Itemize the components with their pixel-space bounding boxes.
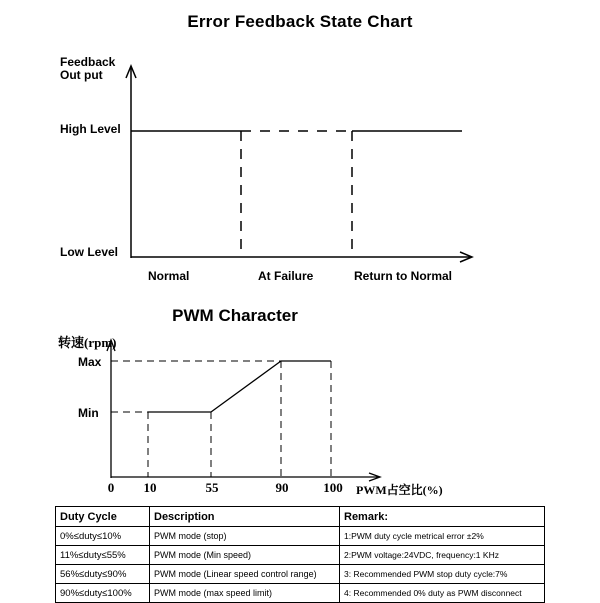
x-tick-10: 10 — [143, 480, 157, 495]
row-remark: 1:PWM duty cycle metrical error ±2% — [340, 527, 545, 546]
feedback-y-axis-label-line2: Out put — [60, 68, 103, 82]
header-duty-cycle: Duty Cycle — [56, 507, 150, 527]
pwm-x-axis-label: PWM占空比(%) — [356, 483, 443, 497]
table-row — [56, 565, 545, 584]
feedback-y-axis-label-line1: Feedback — [60, 55, 116, 69]
header-description: Description — [150, 507, 340, 527]
row-duty: 0%≤duty≤10% — [56, 527, 150, 546]
min-label: Min — [78, 406, 99, 420]
header-remark: Remark: — [340, 507, 545, 527]
x-tick-100: 100 — [323, 480, 343, 495]
row-description: PWM mode (max speed limit) — [150, 584, 340, 603]
pwm-speed-curve — [148, 361, 331, 412]
row-description: PWM mode (Linear speed control range) — [150, 565, 340, 584]
row-description: PWM mode (Min speed) — [150, 546, 340, 565]
pwm-chart-title: PWM Character — [172, 306, 298, 325]
state-label-return-to-normal: Return to Normal — [354, 269, 453, 283]
table-row — [56, 527, 545, 546]
state-label-normal: Normal — [148, 269, 190, 283]
high-level-label: High Level — [60, 122, 121, 136]
row-remark: 2:PWM voltage:24VDC, frequency:1 KHz — [340, 546, 545, 565]
duty-cycle-table — [55, 506, 545, 603]
row-remark: 3: Recommended PWM stop duty cycle:7% — [340, 565, 545, 584]
table-header-row — [56, 507, 545, 527]
row-duty: 56%≤duty≤90% — [56, 565, 150, 584]
max-label: Max — [78, 355, 102, 369]
row-duty: 11%≤duty≤55% — [56, 546, 150, 565]
row-remark: 4: Recommended 0% duty as PWM disconnect — [340, 584, 545, 603]
x-tick-0: 0 — [107, 480, 115, 495]
table-row — [56, 546, 545, 565]
pwm-y-axis-label: 转速(rpm) — [58, 335, 117, 350]
row-duty: 90%≤duty≤100% — [56, 584, 150, 603]
x-tick-90: 90 — [275, 480, 289, 495]
row-description: PWM mode (stop) — [150, 527, 340, 546]
feedback-chart-title: Error Feedback State Chart — [187, 12, 413, 31]
state-label-at-failure: At Failure — [258, 269, 314, 283]
low-level-label: Low Level — [60, 245, 119, 259]
x-tick-55: 55 — [205, 480, 219, 495]
